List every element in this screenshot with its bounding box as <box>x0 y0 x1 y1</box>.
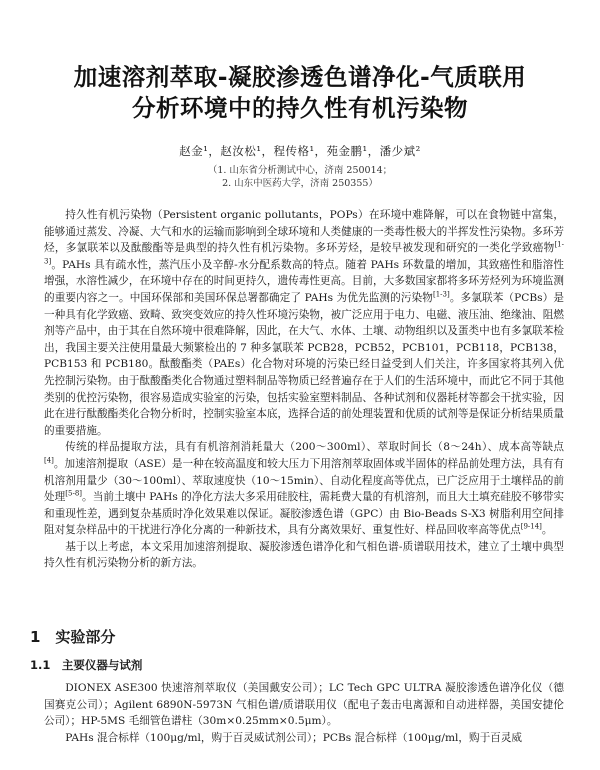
affiliation-2: 2. 山东中医药大学，济南 250355） <box>222 178 378 189</box>
subsection-heading-instruments: 1.1 主要仪器与试剂 <box>30 658 143 672</box>
citation: [9-14] <box>520 522 542 531</box>
section-heading-experimental: 1 实验部分 <box>30 628 116 646</box>
intro-paragraph-3: 基于以上考虑，本文采用加速溶剂提取、凝胶渗透色谱净化和气相色谱-质谱联用技术，建立了土壤中典型持久性有机污染物分析的新方法。 <box>44 540 564 570</box>
materials-paragraph-1: DIONEX ASE300 快速溶剂萃取仪（美国戴安公司）；LC Tech GPC ULTRA 凝胶渗透色谱净化仪（德国赛克公司）；Agilent 6890N-5973N 气相色谱/质谱联用仪（配电子轰击电离源和自动进样器，美国安捷伦公司）；HP-5MS 毛细管色谱柱（30m×0.25mm×0.5μm）。 <box>44 682 564 728</box>
citation: [1-3] <box>432 290 450 299</box>
text-run: 传统的样品提取方法，具有有机溶剂消耗量大（200～300ml）、萃取时间长（8～24h）、成本高等缺点 <box>65 441 564 454</box>
paper-title <box>20 62 580 124</box>
text-run: 。加速溶剂提取（ASE）是一种在较高温度和较大压力下用溶剂萃取固体或半固体的样品前处理方法，具有有机溶剂用量少（30～100ml）、萃取速度快（10～15min）、自动化程度高等优点，已广泛应用于土壤样品的前处理 <box>44 457 564 504</box>
materials-paragraph-2: PAHs 混合标样（100μg/ml，购于百灵威试剂公司）；PCBs 混合标样（100μg/ml，购于百灵威 <box>65 731 522 744</box>
text-run: 。多氯联苯（PCBs）是一种具有化学致癌、致畸、致突变效应的持久性环境污染物，被广泛应用于电力、电磁、液压油、绝缘油、阻燃剂等产品中，由于其在自然环境中很难降解，因此，在大气、水体、土壤、动物组织以及蛋类中也有多氯联苯检出，我国主要关注使用量最大频繁检出的 7 种多氯联苯 PCB28，PCB52，PCB101，PCB118，PCB138，PCB153 和 PCB180。酞酸酯类（PAEs）化合物对环境的污染已经日益受到人们关注，许多国家将其列入优先控制污染物。由于酞酸酯类化合物通过塑料制品等物质已经普遍存在于人们的生活环境中，而此它不同于其他类别的优控污染物，很容易造成实验室的污染，包括实验室塑料制品、各种试剂和仪器耗材等都会干扰实验，因此在进行酞酸酯类化合物分析时，控制实验室本底，选择合适的前处理装置和优质的试剂等是保证分析结果质量的重要措施。 <box>44 291 564 437</box>
intro-paragraph-2 <box>44 439 564 539</box>
title-line-1: 加速溶剂萃取-凝胶渗透色谱净化-气质联用 <box>73 63 527 91</box>
text-run: 。PAHs 具有疏水性，蒸汽压小及辛醇-水分配系数高的特点。随着 PAHs 环数量的增加，其致癌性和脂溶性增强，水溶性减少，在环境中存在的时间更持久，遗传毒性更高。目前，大多数国家都将多环芳烃列为环境监测的重要内容之一。中国环保部和美国环保总署都确定了 PAHs 为优先监测的污染物 <box>44 258 564 304</box>
citation: [5-8] <box>65 489 83 498</box>
citation: [4] <box>44 456 54 465</box>
affiliation-1: （1. 山东省分析测试中心，济南 250014； <box>207 165 393 176</box>
citation: [1-3] <box>44 240 564 266</box>
introduction <box>44 207 564 572</box>
author-list: 赵金¹，赵汝松¹，程传格¹，苑金鹏¹，潘少斌² <box>179 144 421 158</box>
title-line-2: 分析环境中的持久性有机污染物 <box>132 94 468 122</box>
text-run: 。 <box>541 524 553 537</box>
intro-paragraph-1 <box>44 207 564 439</box>
text-run: 。当前土壤中 PAHs 的净化方法大多采用硅胶柱，需耗费大量的有机溶剂，而且大土填充硅胶不够带实和重现性差，遇到复杂基质时净化效果难以保证。凝胶渗透色谱（GPC）由 Bio-Beads S-X3 树脂利用空间排阻对复杂样品中的干扰进行净化分离的一种新技术，具有分离效果好、重复性好、样品回收率高等优点 <box>44 491 565 537</box>
affiliations <box>0 164 600 190</box>
materials-text <box>44 680 564 746</box>
text-run: 持久性有机污染物（Persistent organic pollutants，POPs）在环境中难降解，可以在食物链中富集，能够通过蒸发、冷凝、大气和水的运输而影响到全球环境和人类健康的一类毒性极大的半挥发性污染物。多环芳烃，多氯联苯以及酞酸酯等是典型的持久性有机污染物。多环芳烃，是较早被发现和研究的一类化学致癌物 <box>44 209 564 255</box>
